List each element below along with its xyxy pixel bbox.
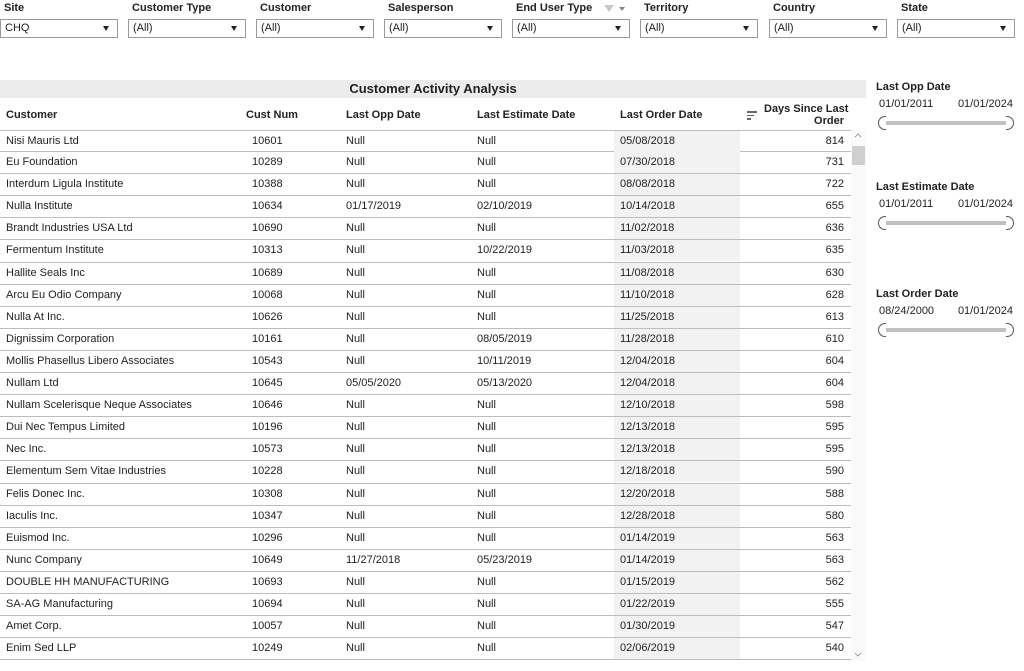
filter-end-user-type — [512, 0, 630, 38]
filter-value: (All) — [774, 22, 794, 34]
cell-customer: Nulla At Inc. — [6, 310, 65, 323]
filter-value: (All) — [902, 22, 922, 34]
column-header-days-since-last-order[interactable] — [764, 103, 849, 127]
cell-last-opp-date: Null — [346, 597, 365, 610]
slider-max-value: 01/01/2024 — [957, 98, 1013, 110]
slider-bar[interactable] — [882, 328, 1010, 332]
slider-range — [876, 98, 1016, 114]
filter-label — [512, 0, 630, 17]
filter-label: Customer Type — [132, 2, 212, 14]
cell-last-order-date: 01/30/2019 — [614, 616, 740, 637]
cell-customer: Nec Inc. — [6, 443, 47, 456]
cell-cust-num: 10649 — [252, 553, 283, 566]
cell-days-since-last-order: 814 — [825, 135, 844, 147]
dropdown-arrow-icon — [103, 26, 109, 31]
cell-last-opp-date: Null — [346, 222, 365, 235]
cell-cust-num: 10289 — [252, 156, 283, 169]
last-estimate-date-slider[interactable] — [876, 216, 1016, 230]
cell-last-order-date: 11/10/2018 — [614, 285, 740, 306]
filter-label: Site — [4, 2, 25, 14]
cell-last-estimate-date: 08/05/2019 — [477, 332, 533, 345]
cell-customer: Eu Foundation — [6, 156, 78, 169]
column-header-last-opp-date[interactable]: Last Opp Date — [346, 109, 421, 121]
cell-cust-num: 10646 — [252, 399, 283, 412]
table-row[interactable] — [0, 594, 851, 616]
cell-last-estimate-date: Null — [477, 222, 496, 235]
slider-title: Last Estimate Date — [876, 181, 975, 193]
scroll-down-icon[interactable] — [855, 650, 862, 657]
cell-last-opp-date: Null — [346, 487, 365, 500]
cell-last-opp-date: Null — [346, 244, 365, 257]
slider-min-handle[interactable] — [878, 216, 886, 230]
cell-last-estimate-date: 10/22/2019 — [477, 244, 533, 257]
cell-days-since-last-order: 598 — [825, 399, 844, 412]
cell-days-since-last-order: 595 — [825, 443, 844, 456]
cell-cust-num: 10228 — [252, 465, 283, 478]
dropdown-arrow-icon — [872, 26, 878, 31]
table-row[interactable] — [0, 550, 851, 572]
cell-last-order-date: 11/28/2018 — [614, 329, 740, 350]
cell-days-since-last-order: 595 — [825, 421, 844, 434]
cell-last-opp-date: 01/17/2019 — [346, 200, 402, 213]
cell-last-estimate-date: Null — [477, 266, 496, 279]
cell-customer: Nulla Institute — [6, 200, 73, 213]
cell-last-estimate-date: Null — [477, 509, 496, 522]
cell-cust-num: 10645 — [252, 377, 283, 390]
cell-customer: Arcu Eu Odio Company — [6, 288, 122, 301]
cell-last-order-date: 02/06/2019 — [614, 638, 740, 659]
cell-last-opp-date: Null — [346, 443, 365, 456]
cell-last-opp-date: Null — [346, 135, 365, 147]
cell-last-opp-date: 05/05/2020 — [346, 377, 402, 390]
cell-cust-num: 10543 — [252, 354, 283, 367]
cell-cust-num: 10296 — [252, 531, 283, 544]
salesperson-select[interactable] — [384, 19, 502, 38]
cell-last-order-date: 01/14/2019 — [614, 550, 740, 571]
cell-last-opp-date: Null — [346, 575, 365, 588]
cell-last-estimate-date: Null — [477, 531, 496, 544]
filter-bar — [0, 0, 1024, 42]
cell-cust-num: 10388 — [252, 178, 283, 191]
cell-cust-num: 10313 — [252, 244, 283, 257]
cell-last-order-date: 12/18/2018 — [614, 461, 740, 482]
slider-title: Last Opp Date — [876, 81, 951, 93]
cell-last-opp-date: Null — [346, 288, 365, 301]
table-row[interactable] — [0, 329, 851, 351]
table-row[interactable] — [0, 130, 851, 152]
cell-last-opp-date: Null — [346, 509, 365, 522]
table-row[interactable] — [0, 373, 851, 395]
table-row[interactable] — [0, 395, 851, 417]
cell-last-opp-date: Null — [346, 531, 365, 544]
slider-bar[interactable] — [882, 221, 1010, 225]
cell-cust-num: 10249 — [252, 642, 283, 655]
slider-range — [876, 305, 1016, 321]
table-row[interactable] — [0, 240, 851, 262]
cell-last-estimate-date: Null — [477, 310, 496, 323]
last-order-date-slider[interactable] — [876, 323, 1016, 337]
state-select[interactable] — [897, 19, 1015, 38]
cell-last-order-date: 12/13/2018 — [614, 417, 740, 438]
cell-last-estimate-date: 05/13/2020 — [477, 377, 533, 390]
cell-days-since-last-order: 722 — [825, 178, 844, 191]
cell-customer: DOUBLE HH MANUFACTURING — [6, 575, 170, 588]
dropdown-arrow-icon — [743, 26, 749, 31]
table-row[interactable] — [0, 307, 851, 329]
dropdown-arrow-icon — [1000, 26, 1006, 31]
territory-select[interactable] — [640, 19, 758, 38]
filter-state — [897, 0, 1015, 38]
cell-customer: Amet Corp. — [6, 620, 62, 633]
cell-days-since-last-order: 731 — [825, 156, 844, 169]
table-body — [0, 130, 851, 660]
cell-last-estimate-date: 10/11/2019 — [477, 354, 532, 367]
slider-max-value: 01/01/2024 — [957, 198, 1013, 210]
cell-cust-num: 10196 — [252, 421, 283, 434]
last-opp-date-slider[interactable] — [876, 116, 1016, 130]
cell-last-estimate-date: Null — [477, 487, 496, 500]
cell-last-order-date: 11/02/2018 — [614, 218, 740, 239]
cell-cust-num: 10626 — [252, 310, 283, 323]
table-row[interactable] — [0, 351, 851, 373]
filter-value: (All) — [133, 22, 153, 34]
slider-bar[interactable] — [882, 121, 1010, 125]
table-scrollbar[interactable] — [851, 130, 866, 661]
cell-last-opp-date: Null — [346, 332, 365, 345]
cell-last-estimate-date: 05/23/2019 — [477, 553, 533, 566]
cell-days-since-last-order: 588 — [825, 487, 844, 500]
cell-last-order-date: 12/04/2018 — [614, 373, 740, 394]
slider-range — [876, 198, 1016, 214]
slider-max-handle[interactable] — [1006, 216, 1014, 230]
cell-last-order-date: 12/10/2018 — [614, 395, 740, 416]
cell-cust-num: 10573 — [252, 443, 283, 456]
cell-last-order-date: 12/04/2018 — [614, 351, 740, 372]
cell-last-order-date: 12/28/2018 — [614, 506, 740, 527]
cell-days-since-last-order: 562 — [825, 575, 844, 588]
cell-customer: Iaculis Inc. — [6, 509, 58, 522]
slider-title: Last Order Date — [876, 288, 959, 300]
cell-days-since-last-order: 610 — [825, 332, 844, 345]
customer-select[interactable] — [256, 19, 374, 38]
column-header-cust-num[interactable]: Cust Num — [246, 109, 298, 121]
slider-max-handle[interactable] — [1006, 116, 1014, 130]
cell-customer: Dignissim Corporation — [6, 332, 115, 345]
cell-last-estimate-date: Null — [477, 465, 496, 478]
table-row[interactable] — [0, 218, 851, 240]
cell-last-estimate-date: Null — [477, 135, 496, 147]
cell-last-estimate-date: Null — [477, 597, 496, 610]
cell-last-opp-date: Null — [346, 310, 365, 323]
table-row[interactable] — [0, 196, 851, 218]
table-row[interactable] — [0, 638, 851, 660]
cell-days-since-last-order: 630 — [825, 266, 844, 279]
cell-customer: SA-AG Manufacturing — [6, 597, 113, 610]
country-select[interactable] — [769, 19, 887, 38]
cell-cust-num: 10693 — [252, 575, 283, 588]
cell-days-since-last-order: 635 — [825, 244, 844, 257]
sort-descending-icon[interactable] — [747, 111, 757, 120]
cell-days-since-last-order: 563 — [825, 553, 844, 566]
cell-last-order-date: 10/14/2018 — [614, 196, 740, 217]
cell-days-since-last-order: 555 — [825, 597, 844, 610]
cell-days-since-last-order: 563 — [825, 531, 844, 544]
slider-min-value: 01/01/2011 — [879, 198, 934, 210]
cell-cust-num: 10689 — [252, 266, 283, 279]
filter-value: (All) — [517, 22, 537, 34]
filter-customer — [256, 0, 374, 38]
last-order-date-filter — [876, 287, 1016, 337]
filter-value: (All) — [261, 22, 281, 34]
dropdown-arrow-icon — [231, 26, 237, 31]
column-header-last-order-date[interactable]: Last Order Date — [620, 109, 703, 121]
cell-last-order-date: 01/15/2019 — [614, 572, 740, 593]
cell-last-estimate-date: Null — [477, 443, 496, 456]
cell-last-opp-date: Null — [346, 399, 365, 412]
slider-min-handle[interactable] — [878, 116, 886, 130]
cell-customer: Brandt Industries USA Ltd — [6, 222, 133, 235]
slider-min-value: 01/01/2011 — [879, 98, 934, 110]
cell-last-estimate-date: Null — [477, 575, 496, 588]
table-row[interactable] — [0, 439, 851, 461]
filter-value: CHQ — [5, 22, 30, 34]
cell-last-order-date: 12/13/2018 — [614, 439, 740, 460]
cell-days-since-last-order: 636 — [825, 222, 844, 235]
filter-salesperson — [384, 0, 502, 38]
menu-caret-icon[interactable] — [619, 7, 625, 11]
column-header-days-line1: Days Since Last — [764, 103, 849, 115]
cell-cust-num: 10601 — [252, 135, 283, 147]
slider-max-handle[interactable] — [1006, 323, 1014, 337]
filter-label: Salesperson — [388, 2, 454, 14]
cell-last-estimate-date: Null — [477, 620, 496, 633]
cell-customer: Nullam Scelerisque Neque Associates — [6, 399, 192, 412]
table-row[interactable] — [0, 174, 851, 196]
cell-customer: Nunc Company — [6, 553, 82, 566]
filter-value: (All) — [389, 22, 409, 34]
slider-max-value: 01/01/2024 — [957, 305, 1013, 317]
cell-days-since-last-order: 580 — [825, 509, 844, 522]
cell-days-since-last-order: 604 — [825, 354, 844, 367]
cell-customer: Nullam Ltd — [6, 377, 59, 390]
cell-customer: Fermentum Institute — [6, 244, 104, 257]
table-row[interactable] — [0, 461, 851, 483]
slider-min-value: 08/24/2000 — [879, 305, 935, 317]
filter-label: State — [901, 2, 928, 14]
cell-last-estimate-date: Null — [477, 642, 496, 655]
filter-funnel-icon[interactable] — [604, 5, 614, 12]
column-header-last-estimate-date[interactable]: Last Estimate Date — [477, 109, 576, 121]
filter-label: Customer — [260, 2, 312, 14]
cell-cust-num: 10690 — [252, 222, 283, 235]
cell-last-order-date: 12/20/2018 — [614, 484, 740, 505]
cell-last-opp-date: 11/27/2018 — [346, 553, 401, 566]
site-select[interactable] — [0, 19, 118, 38]
cell-last-opp-date: Null — [346, 156, 365, 169]
dropdown-arrow-icon — [615, 26, 621, 31]
cell-last-opp-date: Null — [346, 266, 365, 279]
scroll-thumb[interactable] — [852, 146, 865, 165]
cell-cust-num: 10634 — [252, 200, 283, 213]
cell-days-since-last-order: 547 — [825, 620, 844, 633]
cell-last-order-date: 11/03/2018 — [614, 240, 740, 261]
filter-site — [0, 0, 118, 38]
cell-last-opp-date: Null — [346, 354, 365, 367]
cell-customer: Interdum Ligula Institute — [6, 178, 124, 191]
filter-label: Country — [773, 2, 816, 14]
table-row[interactable] — [0, 616, 851, 638]
cell-cust-num: 10068 — [252, 288, 283, 301]
cell-customer: Dui Nec Tempus Limited — [6, 421, 126, 434]
cell-last-estimate-date: Null — [477, 178, 496, 191]
dropdown-arrow-icon — [359, 26, 365, 31]
cell-days-since-last-order: 604 — [825, 377, 844, 390]
column-header-customer[interactable]: Customer — [6, 109, 58, 121]
end-user-type-select[interactable] — [512, 19, 630, 38]
filter-label-text: End User Type — [516, 2, 593, 14]
cell-days-since-last-order: 613 — [825, 310, 844, 323]
cell-last-order-date: 11/08/2018 — [614, 263, 740, 284]
cell-customer: Mollis Phasellus Libero Associates — [6, 354, 175, 367]
table-row[interactable] — [0, 572, 851, 594]
cell-customer: Nisi Mauris Ltd — [6, 135, 79, 147]
cell-days-since-last-order: 590 — [825, 465, 844, 478]
cell-last-opp-date: Null — [346, 421, 365, 434]
cell-cust-num: 10057 — [252, 620, 283, 633]
filter-customer-type — [128, 0, 246, 38]
cell-last-estimate-date: Null — [477, 399, 496, 412]
cell-last-opp-date: Null — [346, 620, 365, 633]
cell-customer: Felis Donec Inc. — [6, 487, 85, 500]
cell-last-estimate-date: 02/10/2019 — [477, 200, 533, 213]
table-title: Customer Activity Analysis — [0, 80, 866, 98]
cell-cust-num: 10161 — [252, 332, 283, 345]
cell-days-since-last-order: 628 — [825, 288, 844, 301]
filter-label: Territory — [644, 2, 689, 14]
cell-days-since-last-order: 540 — [825, 642, 844, 655]
cell-cust-num: 10308 — [252, 487, 283, 500]
table-row[interactable] — [0, 506, 851, 528]
last-estimate-date-filter — [876, 180, 1016, 230]
cell-cust-num: 10347 — [252, 509, 283, 522]
last-opp-date-filter — [876, 80, 1016, 130]
cell-last-opp-date: Null — [346, 178, 365, 191]
filter-country — [769, 0, 887, 38]
cell-last-order-date: 01/14/2019 — [614, 528, 740, 549]
cell-last-opp-date: Null — [346, 642, 365, 655]
cell-days-since-last-order: 655 — [825, 200, 844, 213]
table-row[interactable] — [0, 484, 851, 506]
cell-last-order-date: 05/08/2018 — [614, 131, 740, 152]
cell-last-order-date: 11/25/2018 — [614, 307, 740, 328]
table-row[interactable] — [0, 152, 851, 174]
cell-last-estimate-date: Null — [477, 156, 496, 169]
cell-customer: Hallite Seals Inc — [6, 266, 85, 279]
cell-last-estimate-date: Null — [477, 421, 496, 434]
cell-cust-num: 10694 — [252, 597, 283, 610]
table-row[interactable] — [0, 263, 851, 285]
filter-value: (All) — [645, 22, 665, 34]
cell-last-order-date: 07/30/2018 — [614, 152, 740, 173]
cell-customer: Euismod Inc. — [6, 531, 70, 544]
filter-territory — [640, 0, 758, 38]
customer-type-select[interactable] — [128, 19, 246, 38]
slider-min-handle[interactable] — [878, 323, 886, 337]
cell-last-order-date: 08/08/2018 — [614, 174, 740, 195]
cell-last-order-date: 01/22/2019 — [614, 594, 740, 615]
cell-customer: Elementum Sem Vitae Industries — [6, 465, 166, 478]
table-row[interactable] — [0, 528, 851, 550]
cell-customer: Enim Sed LLP — [6, 642, 77, 655]
cell-last-opp-date: Null — [346, 465, 365, 478]
scroll-up-icon[interactable] — [855, 134, 862, 141]
table-header — [0, 98, 851, 130]
dropdown-arrow-icon — [487, 26, 493, 31]
table-row[interactable] — [0, 285, 851, 307]
table-row[interactable] — [0, 417, 851, 439]
column-header-days-line2: Order — [814, 115, 844, 127]
cell-last-estimate-date: Null — [477, 288, 496, 301]
